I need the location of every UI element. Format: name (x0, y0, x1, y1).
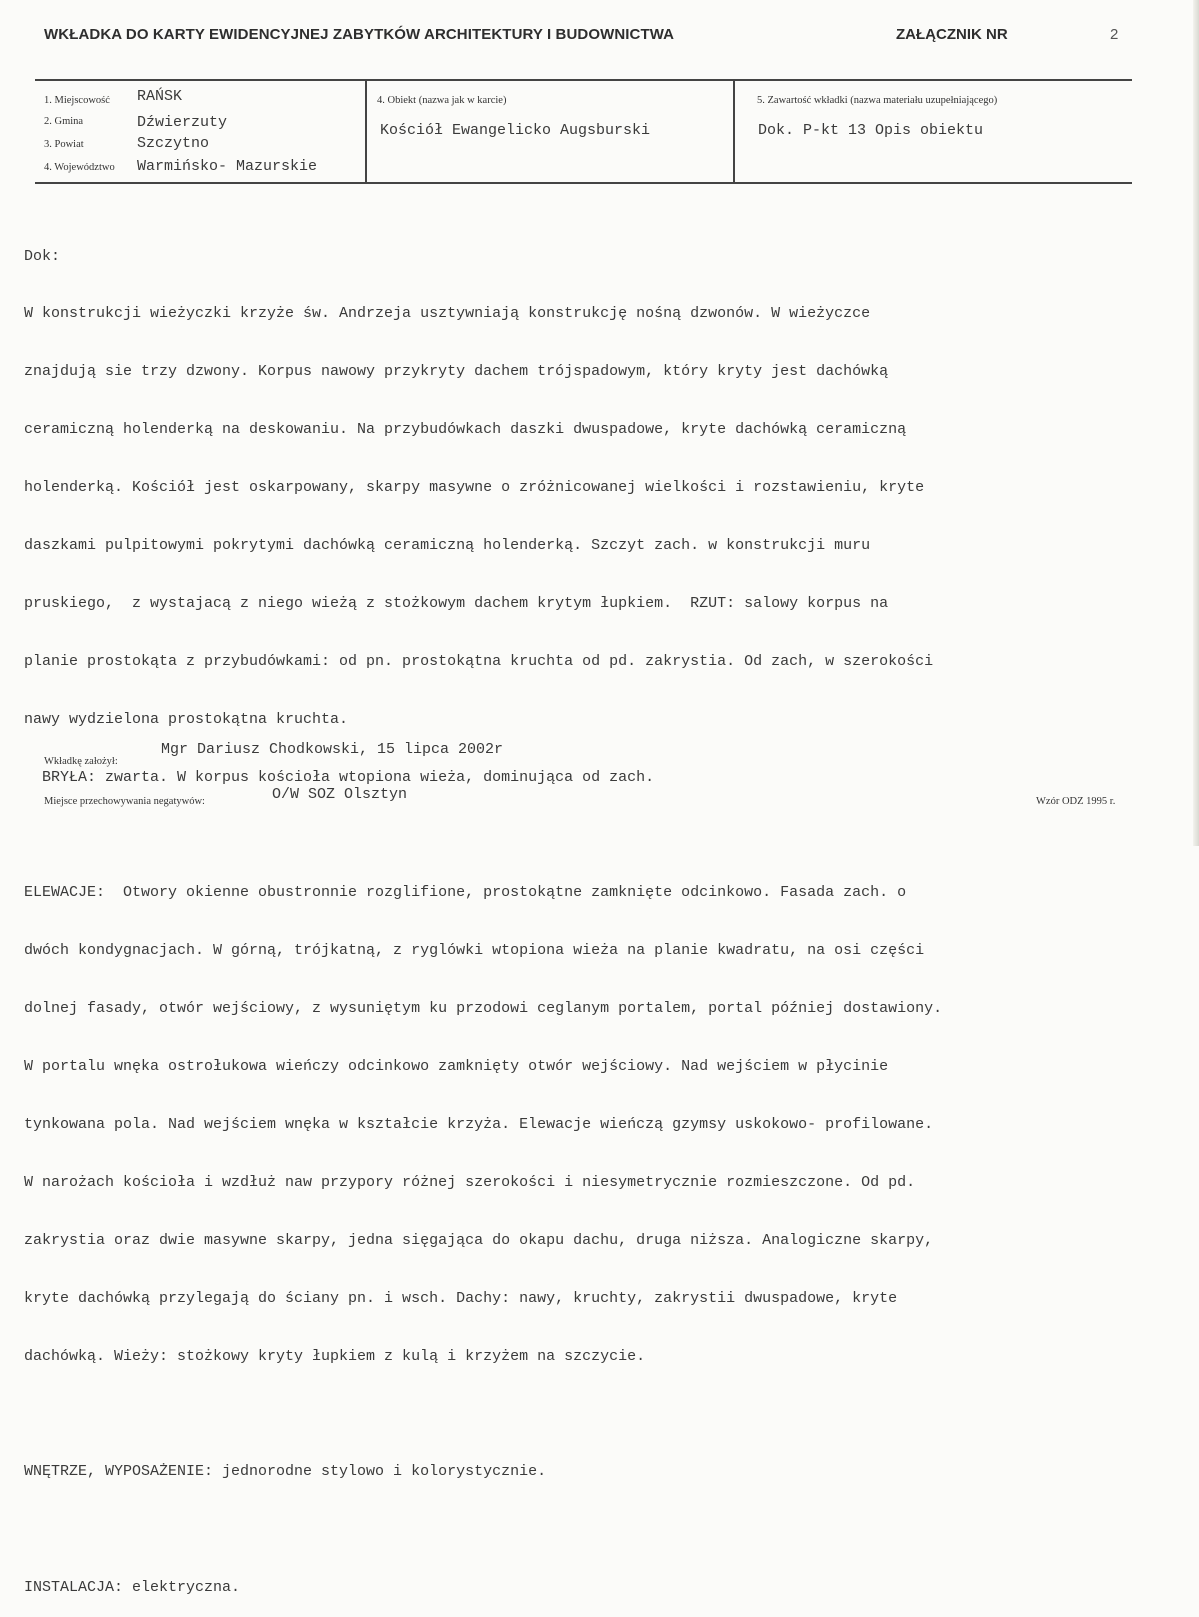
field-label-miejscowosc: 1. Miejscowość (44, 95, 110, 106)
field-label-powiat: 3. Powiat (44, 139, 84, 150)
column-divider-1 (365, 80, 367, 183)
field-value-powiat: Szczytno (137, 135, 210, 152)
body-line: W narożach kościoła i wzdłuż naw przypory różnej szerokości i niesymetrycznie rozmieszczone. Od pd. (24, 1173, 916, 1191)
page-number: 2 (1110, 26, 1119, 43)
body-line: dachówką. Wieży: stożkowy kryty łupkiem z kulą i krzyżem na szczycie. (24, 1347, 646, 1365)
form-title: WKŁADKA DO KARTY EWIDENCYJNEJ ZABYTKÓW ARCHITEKTURY I BUDOWNICTWA (44, 26, 675, 43)
body-line: znajdują sie trzy dzwony. Korpus nawowy przykryty dachem trójspadowym, który kryty jest dachówką (24, 363, 889, 381)
body-line: ceramiczną holenderką na deskowaniu. Na przybudówkach daszki dwuspadowe, kryte dachówką ceramiczną (24, 421, 907, 439)
body-line: kryte dachówką przylegają do ściany pn. i wsch. Dachy: nawy, kruchty, zakrystii dwuspadowe, kryte (24, 1289, 898, 1307)
field-label-gmina: 2. Gmina (44, 116, 84, 127)
body-line: W portalu wnęka ostrołukowa wieńczy odcinkowo zamknięty otwór wejściowy. Nad wejściem w płycinie (24, 1058, 889, 1076)
table-bottom-rule (35, 182, 1132, 184)
field-value-wojewodztwo: Warmińsko- Mazurskie (137, 158, 318, 175)
body-line: WNĘTRZE, WYPOSAŻENIE: jednorodne stylowo i kolorystycznie. (24, 1463, 547, 1481)
body-line: nawy wydzielona prostokątna kruchta. (24, 710, 349, 728)
negatives-label: Miejsce przechowywania negatywów: (44, 796, 205, 807)
table-top-rule (35, 79, 1132, 81)
body-line: BRYŁA: zwarta. W korpus kościoła wtopiona wieża, dominująca od zach. (24, 768, 655, 786)
field-value-miejscowosc: RAŃSK (137, 88, 183, 105)
body-line (24, 1520, 1184, 1539)
field-value-gmina: Dźwierzuty (137, 114, 228, 131)
body-line: planie prostokąta z przybudówkami: od pn. prostokątna kruchta od pd. zakrystia. Od zach, w szerokości (24, 652, 934, 670)
object-value: Kościół Ewangelicko Augsburski (380, 122, 651, 139)
body-line: holenderką. Kościół jest oskarpowany, skarpy masywne o zróżnicowanej wielkości i rozstawieniu, kryte (24, 479, 925, 497)
body-line: zakrystia oraz dwie masywne skarpy, jedna sięgająca do okapu dachu, druga niższa. Analogiczne skarpy, (24, 1231, 934, 1249)
field-label-wojewodztwo: 4. Województwo (44, 162, 115, 173)
body-line: Dok: (24, 247, 61, 265)
author-label: Wkładkę założył: (44, 756, 118, 767)
form-version: Wzór ODZ 1995 r. (1036, 796, 1116, 807)
body-line: W konstrukcji wieżyczki krzyże św. Andrzeja usztywniają konstrukcję nośną dzwonów. W wieżyczce (24, 305, 871, 323)
contents-label: 5. Zawartość wkładki (nazwa materiału uzupełniającego) (757, 95, 998, 106)
body-line: pruskiego, z wystajacą z niego wieżą z stożkowym dachem krytym łupkiem. RZUT: salowy korpus na (24, 594, 889, 612)
description-body (24, 208, 1184, 1617)
scan-edge (1193, 0, 1199, 846)
body-line: dwóch kondygnacjach. W górną, trójkatną, z ryglówki wtopiona wieża na planie kwadratu, na osi części (24, 942, 925, 960)
body-line: dolnej fasady, otwór wejściowy, z wysuniętym ku przodowi ceglanym portalem, portal później dostawiony. (24, 1000, 943, 1018)
annex-label: ZAŁĄCZNIK NR (896, 26, 1008, 43)
negatives-value: O/W SOZ Olsztyn (272, 786, 408, 803)
body-line: daszkami pulpitowymi pokrytymi dachówką ceramiczną holenderką. Szczyt zach. w konstrukcji muru (24, 537, 871, 555)
body-line (24, 1404, 1184, 1423)
column-divider-2 (733, 80, 735, 183)
body-line: ELEWACJE: Otwory okienne obustronnie rozglifione, prostokątne zamknięte odcinkowo. Fasada zach. o (24, 884, 907, 902)
body-line: tynkowana pola. Nad wejściem wnęka w kształcie krzyża. Elewacje wieńczą gzymsy uskokowo- profilowane. (24, 1115, 934, 1133)
body-line: INSTALACJA: elektryczna. (24, 1579, 241, 1597)
author-value: Mgr Dariusz Chodkowski, 15 lipca 2002r (161, 741, 504, 758)
body-line (24, 826, 1184, 845)
contents-value: Dok. P-kt 13 Opis obiektu (758, 122, 984, 139)
object-label: 4. Obiekt (nazwa jak w karcie) (377, 95, 507, 106)
